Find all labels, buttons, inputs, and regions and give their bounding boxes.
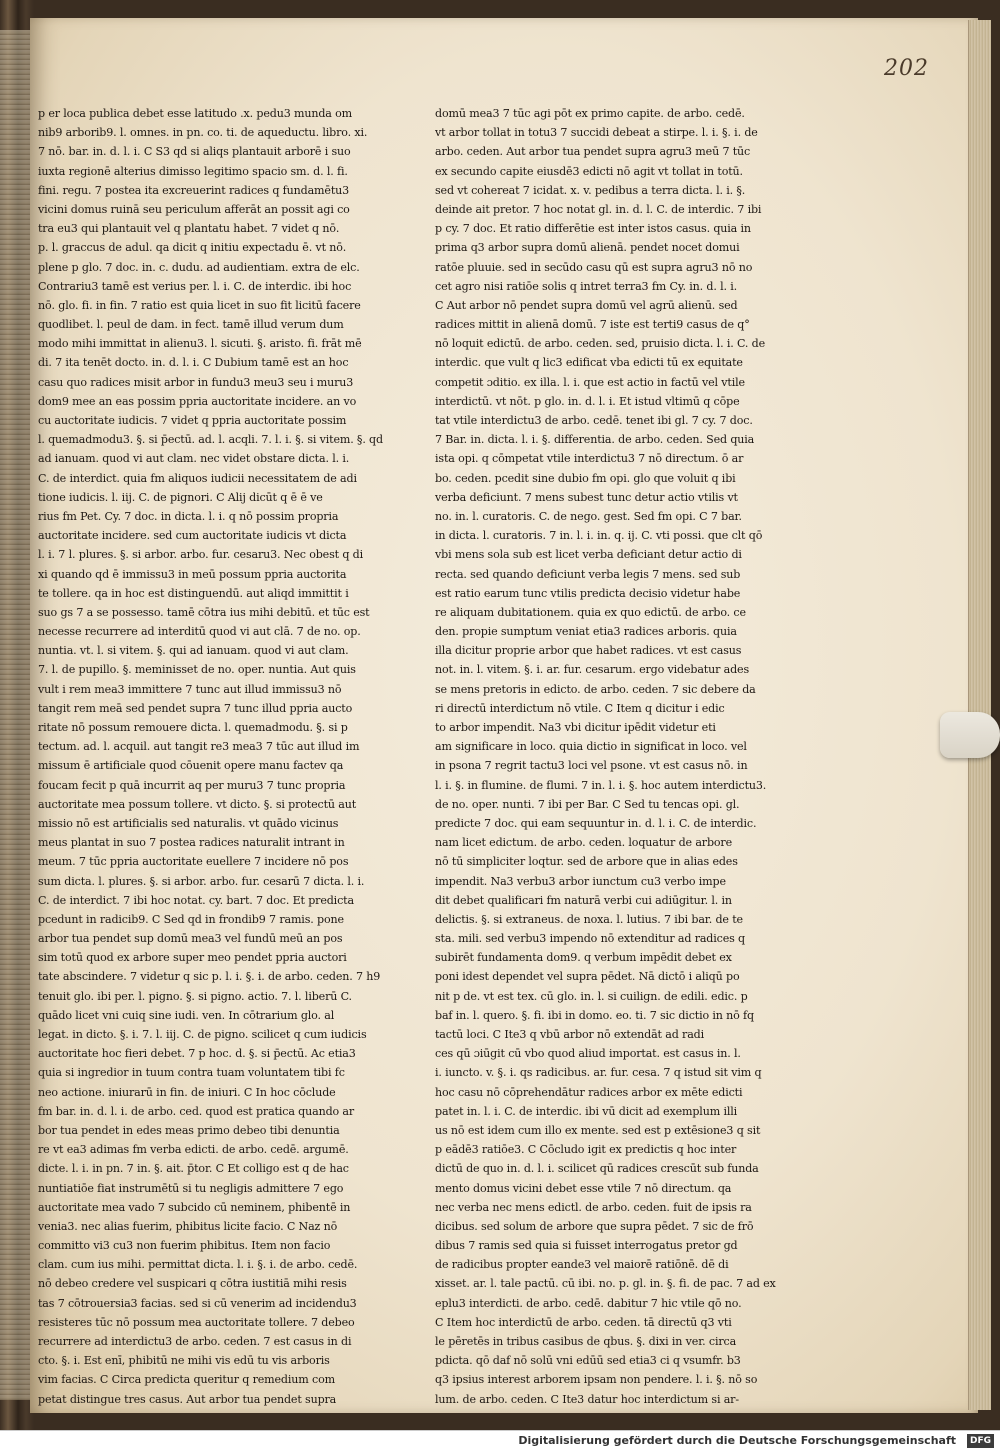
- text-line: ex secundo capite eiusdē3 edicti nō agit vt tollat in totū.: [435, 164, 743, 178]
- text-line: de radicibus propter eande3 vel maiorē ratiōnē. dē di: [435, 1258, 729, 1272]
- text-line: vim facias. C Circa predicta queritur q remedium com: [38, 1373, 335, 1387]
- text-line: re aliquam dubitationem. quia ex quo edictū. de arbo. ce: [435, 605, 746, 619]
- text-line: meum. 7 tūc ppria auctoritate euellere 7 incidere nō pos: [38, 855, 349, 869]
- text-line: am significare in loco. quia dictio in significat in loco. vel: [435, 740, 747, 754]
- dfg-logo: DFG: [967, 1434, 994, 1448]
- text-line: fm bar. in. d. l. i. de arbo. ced. quod est pratica quando ar: [38, 1104, 355, 1118]
- text-line: dicibus. sed solum de arbore que supra pēdet. 7 sic de frō: [435, 1219, 754, 1233]
- text-line: legat. in dicto. §. i. 7. l. iij. C. de pigno. scilicet q cum iudicis: [38, 1028, 367, 1041]
- text-line: tenuit glo. ibi per. l. pigno. §. si pigno. actio. 7. l. liberū C.: [38, 989, 352, 1003]
- text-line: petat distingue tres casus. Aut arbor tua pendet supra: [38, 1392, 337, 1406]
- text-line: sed vt cohereat 7 icidat. x. v. pedibus a terra dicta. l. i. §.: [435, 183, 746, 197]
- text-line: se mens pretoris in edicto. de arbo. ceden. 7 sic debere da: [435, 682, 756, 696]
- text-line: tangit rem meā sed pendet supra 7 tunc illud ppria aucto: [38, 701, 353, 715]
- text-line: fini. regu. 7 postea ita excreuerint radices q fundamētu3: [38, 183, 350, 197]
- text-line: resisteres tūc nō possum mea auctoritate tollere. 7 debeo: [38, 1315, 355, 1329]
- text-line: quādo licet vni cuiq sine iudi. ven. In cōtrarium glo. al: [38, 1008, 335, 1022]
- text-line: sum dicta. l. plures. §. si arbor. arbo. fur. cesarū 7 dicta. l. i.: [38, 874, 365, 888]
- text-line: l. quemadmodu3. §. si p̄ectū. ad. l. acqli. 7. l. i. §. si vitem. §. qd: [38, 433, 383, 447]
- text-line: to arbor impendit. Na3 vbi dicitur ipēdit videtur eti: [435, 721, 716, 734]
- text-line: competit ɔditio. ex illa. l. i. que est actio in factū vel vtile: [435, 375, 745, 389]
- footer-bar: [0, 1430, 1000, 1452]
- text-line: quia si ingredior in tuum contra tuam voluntatem tibi fc: [38, 1066, 345, 1080]
- text-line: in dicta. l. curatoris. 7 in. l. i. in. q. ij. C. vti possi. que clt qō: [435, 529, 763, 543]
- text-line: plene p glo. 7 doc. in. c. dudu. ad audientiam. extra de elc.: [38, 260, 360, 274]
- text-line: patet in. l. i. C. de interdic. ibi vū dicit ad exemplum illi: [435, 1104, 738, 1118]
- text-line: p er loca publica debet esse latitudo .x. pedu3 munda om: [38, 107, 353, 120]
- text-line: committo vi3 cu3 non fuerim phibitus. Item non facio: [38, 1239, 331, 1253]
- text-line: di. 7 ita tenēt docto. in. d. l. i. C Dubium tamē est an hoc: [38, 356, 349, 370]
- text-line: venia3. nec alias fuerim, phibitus licite facio. C Naz nō: [38, 1219, 338, 1233]
- text-line: us nō est idem cum illo ex mente. sed est p extēsione3 q sit: [435, 1123, 761, 1137]
- text-line: dom9 mee an eas possim ppria auctoritate incidere. an vo: [38, 394, 357, 408]
- text-line: C Item hoc interdictū de arbo. ceden. tā directū q3 vti: [435, 1315, 732, 1329]
- text-line: interdic. que vult q lic3 edificat vba edicti tū ex equitate: [435, 356, 743, 370]
- text-line: hoc casu nō cōprehendātur radices arbor ex mēte edicti: [435, 1085, 743, 1099]
- text-line: cto. §. i. Est enī, phibitū ne mihi vis edū tu vis arboris: [38, 1354, 330, 1368]
- text-line: tra eu3 qui plantauit vel q plantatu habet. 7 videt q nō.: [38, 222, 340, 236]
- text-line: ad ianuam. quod vi aut clam. nec videt obstare dicta. l. i.: [38, 452, 350, 466]
- text-line: auctoritate incidere. sed cum auctoritate iudicis vt dicta: [38, 529, 347, 543]
- text-line: ratōe pluuie. sed in secūdo casu qū est supra agru3 nō no: [435, 260, 753, 274]
- text-line: l. i. §. in flumine. de flumi. 7 in. l. i. §. hoc autem interdictu3.: [435, 778, 767, 792]
- text-line: nō tū simpliciter loqtur. sed de arbore que in alias edes: [435, 855, 738, 869]
- text-line: de no. oper. nunti. 7 ibi per Bar. C Sed tu tencas opi. gl.: [435, 797, 740, 811]
- right-text-column: [435, 104, 780, 1409]
- text-line: den. propie sumptum veniat etia3 radices arboris. quia: [435, 625, 737, 639]
- bookmark-tab: [940, 712, 1000, 758]
- text-line: tas 7 cōtrouersia3 facias. sed si cū venerim ad incidendu3: [38, 1296, 357, 1310]
- left-text-column: [38, 104, 383, 1409]
- text-line: xi quando qd ē immissu3 in meū possum ppria auctorita: [38, 567, 347, 581]
- text-line: Contrariu3 tamē est verius per. l. i. C. de interdic. ibi hoc: [38, 279, 352, 293]
- text-line: vicini domus ruinā seu periculum afferāt an possit agi co: [38, 202, 350, 216]
- text-line: casu quo radices misit arbor in fundu3 meu3 seu i muru3: [38, 375, 354, 389]
- text-line: missio nō est artificialis sed naturalis. vt quādo vicinus: [38, 816, 339, 830]
- text-line: bor tua pendet in edes meas primo debeo tibi denuntia: [38, 1123, 340, 1137]
- text-line: sim totū quod ex arbore super meo pendet ppria auctori: [38, 951, 347, 965]
- text-line: ista opi. q cōmpetat vtile interdictu3 7 nō directum. ō ar: [435, 452, 744, 466]
- text-line: ritate nō possum remouere dicta. l. quemadmodu. §. si p: [38, 721, 348, 734]
- text-line: vt arbor tollat in totu3 7 succidi debeat a stirpe. l. i. §. i. de: [435, 126, 758, 140]
- text-line: nō loquit edictū. de arbo. ceden. sed, pruisio dicta. l. i. C. de: [435, 337, 766, 351]
- text-line: 7. l. de pupillo. §. meminisset de no. oper. nuntia. Aut quis: [38, 663, 356, 677]
- text-line: ri directū interdictum nō vtile. C Item q dicitur i edic: [435, 701, 725, 715]
- text-line: 7 nō. bar. in. d. l. i. C S3 qd si aliqs plantauit arborē i suo: [38, 145, 351, 159]
- text-line: predicte 7 doc. qui eam sequuntur in. d. l. i. C. de interdic.: [435, 816, 757, 830]
- text-line: arbo. ceden. Aut arbor tua pendet supra agru3 meū 7 tūc: [435, 145, 751, 159]
- text-line: dicte. l. i. in pn. 7 in. §. ait. p̄tor. C Et colligo est q de hac: [38, 1162, 349, 1176]
- text-line: recurrere ad interdictu3 de arbo. ceden. 7 est casus in di: [38, 1335, 352, 1348]
- text-line: xisset. ar. l. tale pactū. cū ibi. no. p. gl. in. §. fi. de pac. 7 ad ex: [435, 1277, 776, 1291]
- text-line: dibus 7 ramis sed quia si fuisset interrogatus pretor gd: [435, 1239, 738, 1253]
- text-line: prima q3 arbor supra domū alienā. pendet nocet domui: [435, 241, 740, 255]
- text-line: le pēretēs in tribus casibus de qbus. §. dixi in ver. circa: [435, 1335, 737, 1348]
- text-line: C. de interdict. 7 ibi hoc notat. cy. bart. 7 doc. Et predicta: [38, 893, 354, 907]
- text-line: not. in. l. vitem. §. i. ar. fur. cesarum. ergo videbatur ades: [435, 663, 750, 677]
- text-line: arbor tua pendet sup domū mea3 vel fundū meū an pos: [38, 932, 343, 946]
- text-line: tectum. ad. l. acquil. aut tangit re3 mea3 7 tūc aut illud im: [38, 740, 360, 754]
- text-line: delictis. §. si extraneus. de noxa. l. lutius. 7 ibi bar. de te: [435, 912, 743, 926]
- text-line: p. l. graccus de adul. qa dicit q initiu expectadu ē. vt nō.: [38, 241, 347, 255]
- text-line: bo. ceden. pcedit sine dubio fm opi. glo que voluit q ibi: [435, 471, 736, 485]
- text-line: tione iudicis. l. iij. C. de pignori. C Alij dicūt q ē ē ve: [38, 490, 323, 504]
- text-line: est ratio earum tunc vtilis predicta decisio videtur habe: [435, 586, 741, 600]
- text-line: 7 Bar. in. dicta. l. i. §. differentia. de arbo. ceden. Sed quia: [435, 433, 755, 447]
- text-line: q3 ipsius interest arborem ipsam non pendere. l. i. §. nō so: [435, 1373, 758, 1387]
- left-page-edge: [0, 30, 34, 1400]
- text-line: eplu3 interdicti. de arbo. cedē. dabitur 7 hic vtile qō no.: [435, 1296, 742, 1310]
- text-line: ces qū ɔiūgit cū vbo quod aliud importat. est casus in. l.: [435, 1047, 741, 1061]
- text-line: nit p de. vt est tex. cū glo. in. l. si cuilign. de edili. edic. p: [435, 989, 748, 1003]
- text-line: p eādē3 ratiōe3. C Cōcludo igit ex predictis q hoc inter: [435, 1143, 737, 1157]
- text-line: cu auctoritate iudicis. 7 videt q ppria auctoritate possim: [38, 414, 347, 427]
- text-line: quodlibet. l. peul de dam. in fect. tamē illud verum dum: [38, 318, 344, 332]
- text-line: baf in. l. quero. §. fi. ibi in domo. eo. ti. 7 sic dictio in nō fq: [435, 1008, 754, 1022]
- text-line: rius fm Pet. Cy. 7 doc. in dicta. l. i. q nō possim propria: [38, 509, 339, 523]
- text-line: C Aut arbor nō pendet supra domū vel agrū alienū. sed: [435, 298, 738, 312]
- text-line: sta. mili. sed verbu3 impendo nō extenditur ad radices q: [435, 932, 746, 946]
- text-line: re vt ea3 adimas fm verba edicti. de arbo. cedē. argumē.: [38, 1143, 349, 1157]
- text-line: pcedunt in radicib9. C Sed qd in frondib9 7 ramis. pone: [38, 912, 344, 926]
- text-line: foucam fecit p quā incurrit aq per muru3 7 tunc propria: [38, 778, 346, 792]
- text-line: in psona 7 regrit tactu3 loci vel psone. vt est casus nō. in: [435, 759, 748, 773]
- text-line: deinde ait pretor. 7 hoc notat gl. in. d. l. C. de interdic. 7 ibi: [435, 202, 762, 216]
- text-line: modo mihi immittat in alienu3. l. sicuti. §. aristo. fi. frāt mē: [38, 337, 362, 351]
- text-line: pdicta. qō daf nō solū vni edūū sed etia3 ci q vsumfr. b3: [435, 1354, 741, 1368]
- text-line: vult i rem mea3 immittere 7 tunc aut illud immissu3 nō: [38, 682, 342, 696]
- text-line: tate abscindere. 7 videtur q sic p. l. i. §. i. de arbo. ceden. 7 h9: [38, 970, 381, 984]
- text-line: neo actione. iniurarū in fin. de iniuri. C In hoc cōclude: [38, 1085, 336, 1099]
- text-line: necesse recurrere ad interditū quod vi aut clā. 7 de no. op.: [38, 625, 361, 639]
- text-line: verba deficiunt. 7 mens subest tunc detur actio vtilis vt: [435, 490, 738, 504]
- text-line: i. iuncto. v. §. i. qs radicibus. ar. fur. cesa. 7 q istud sit vim q: [435, 1066, 762, 1080]
- text-line: radices mittit in alienā domū. 7 iste est terti9 casus de q°: [435, 318, 750, 332]
- text-line: impendit. Na3 verbu3 arbor iunctum cu3 verbo impe: [435, 874, 726, 888]
- text-line: nuntia. vt. l. si vitem. §. qui ad ianuam. quod vi aut clam.: [38, 644, 349, 658]
- text-line: missum ē artificiale quod cōuenit opere manu factev qa: [38, 759, 344, 773]
- text-line: tactū loci. C Ite3 q vbū arbor nō extendāt ad radi: [435, 1028, 705, 1041]
- text-line: illa dicitur proprie arbor que habet radices. vt est casus: [435, 644, 742, 658]
- text-line: auctoritate hoc fieri debet. 7 p hoc. d. §. si p̄ectū. Ac etia3: [38, 1047, 356, 1061]
- text-line: mento domus vicini debet esse vtile 7 nō directum. qa: [435, 1181, 732, 1195]
- text-line: l. i. 7 l. plures. §. si arbor. arbo. fur. cesaru3. Nec obest q di: [38, 548, 363, 562]
- text-line: lum. de arbo. ceden. C Ite3 datur hoc interdictum si ar-: [435, 1392, 739, 1406]
- text-line: dit debet qualificari fm naturā verbi cui adiūgitur. l. in: [435, 893, 732, 907]
- text-line: interdictū. vt nōt. p glo. in. d. l. i. Et istud vltimū q cōpe: [435, 394, 740, 408]
- text-line: vbi mens sola sub est licet verba deficiant detur actio di: [435, 548, 742, 562]
- text-line: no. in. l. curatoris. C. de nego. gest. Sed fm opi. C 7 bar.: [435, 509, 742, 523]
- text-line: meus plantat in suo 7 postea radices naturalit intrant in: [38, 836, 345, 850]
- text-line: nuntiatiōe fiat instrumētū si tu negligis admittere 7 ego: [38, 1181, 344, 1195]
- text-line: nec verba nec mens edictl. de arbo. ceden. fuit de ipsis ra: [435, 1200, 752, 1214]
- footer-credit: Digitalisierung gefördert durch die Deutsche Forschungsgemeinschaft: [518, 1434, 956, 1447]
- text-line: recta. sed quando deficiunt verba legis 7 mens. sed sub: [435, 567, 741, 581]
- text-line: nam licet edictum. de arbo. ceden. loquatur de arbore: [435, 836, 732, 850]
- text-line: te tollere. qa in hoc est distinguendū. aut aliqd immittit i: [38, 586, 349, 600]
- text-line: domū mea3 7 tūc agi pōt ex primo capite. de arbo. cedē.: [435, 107, 745, 120]
- folio-number: 202: [884, 56, 929, 81]
- text-line: auctoritate mea vado 7 subcido cū neminem, phibentē in: [38, 1200, 351, 1214]
- text-line: clam. cum ius mihi. permittat dicta. l. i. §. i. de arbo. cedē.: [38, 1258, 358, 1272]
- text-line: nō debeo credere vel suspicari q cōtra iustitiā mihi resis: [38, 1277, 347, 1291]
- text-line: p cy. 7 doc. Et ratio differētie est inter istos casus. quia in: [435, 222, 751, 236]
- text-line: poni idest dependet vel supra pēdet. Nā dictō i aliqū po: [435, 970, 740, 984]
- text-line: C. de interdict. quia fm aliquos iudicii necessitatem de adi: [38, 471, 357, 485]
- text-line: cet agro nisi ratiōe solis q intret terra3 fm Cy. in. d. l. i.: [435, 279, 738, 293]
- text-line: nib9 arborib9. l. omnes. in pn. co. ti. de aqueductu. libro. xi.: [38, 126, 368, 140]
- text-line: iuxta regionē alterius dimisso legitimo spacio sm. d. l. fi.: [38, 164, 348, 178]
- text-line: auctoritate mea possum tollere. vt dicto. §. si protectū aut: [38, 797, 357, 811]
- text-line: tat vtile interdictu3 de arbo. cedē. tenet ibi gl. 7 cy. 7 doc.: [435, 414, 753, 427]
- text-line: subirēt fundamenta dom9. q verbum impēdit debet ex: [435, 951, 732, 965]
- text-line: suo gs 7 a se possesso. tamē cōtra ius mihi debitū. et tūc est: [38, 605, 370, 619]
- text-line: dictū de quo in. d. l. i. scilicet qū radices crescūt sub funda: [435, 1162, 759, 1176]
- text-line: nō. glo. fi. in fin. 7 ratio est quia licet in suo fit licitū facere: [38, 298, 361, 312]
